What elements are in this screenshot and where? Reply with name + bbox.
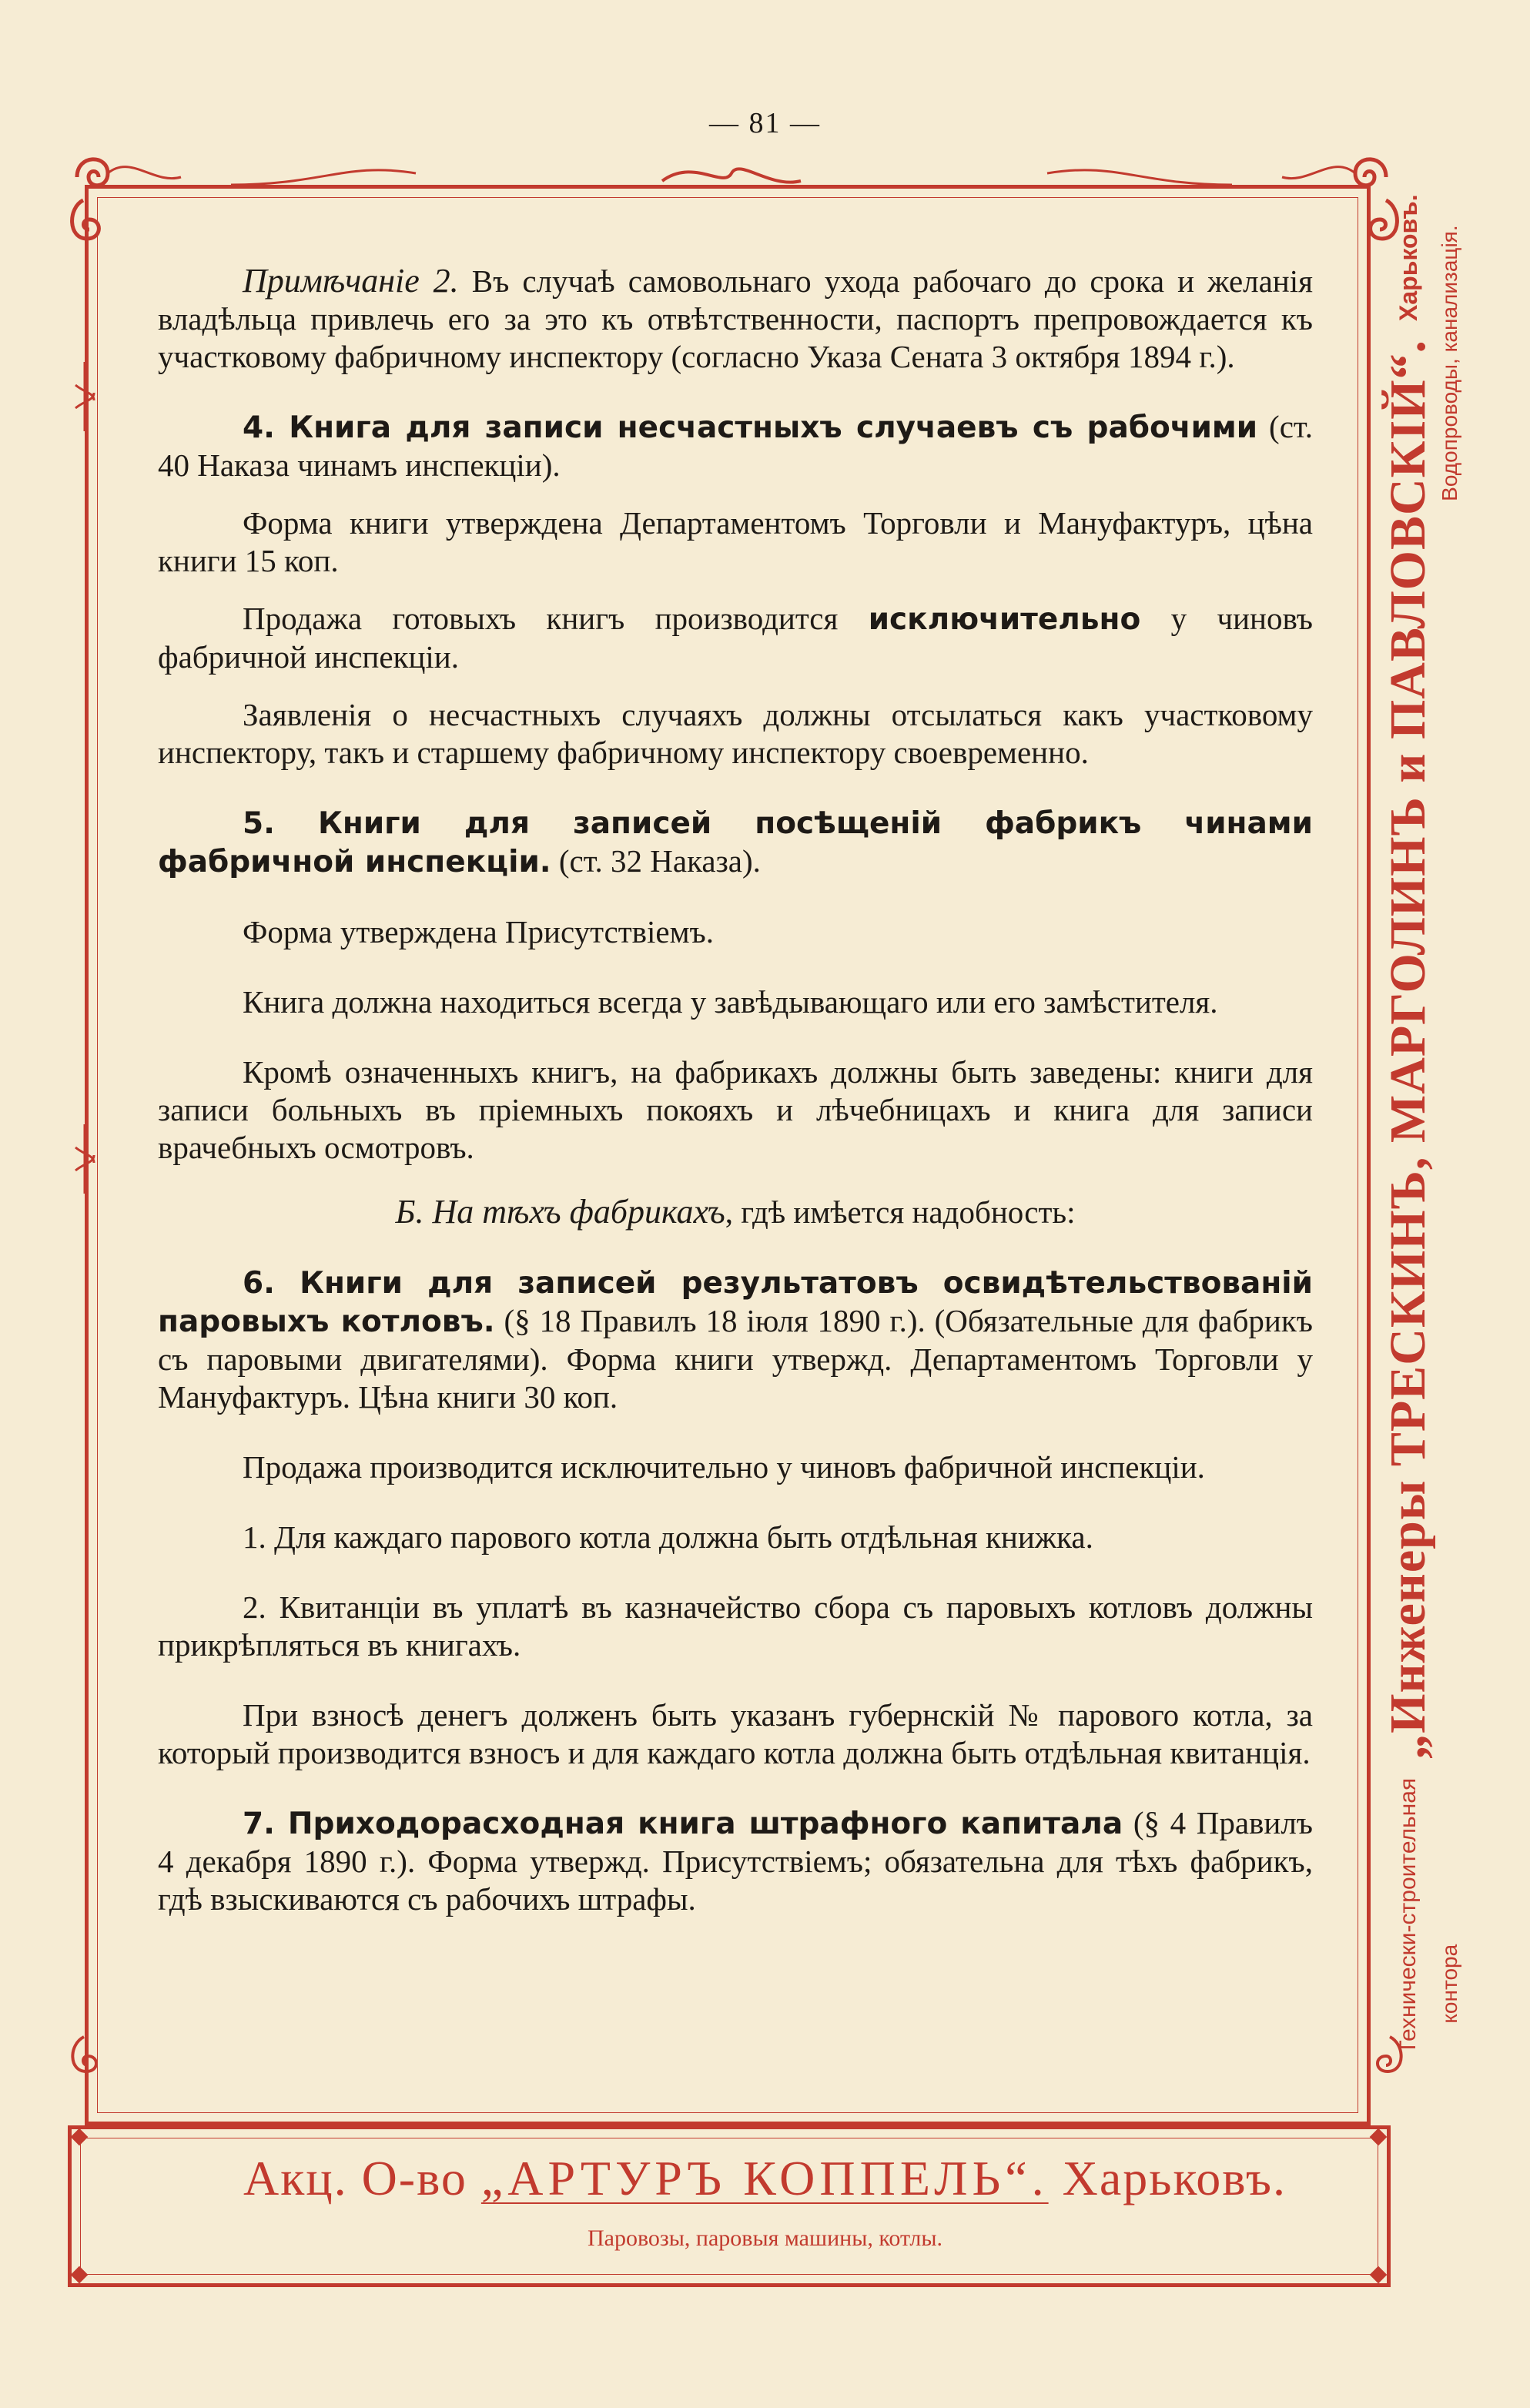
left-edge-ornament-1 [69,362,100,431]
side-ad-office-type: Технически-строительная [1395,1777,1421,2055]
section-4-heading: 4. Книга для записи несчастныхъ случаевъ съ рабочими (ст. 40 Наказа чинамъ инспекціи). [158,409,1313,483]
note-2-label: Примѣчаніе 2. [243,262,459,300]
section-6-paragraph-3: 2. Квитанціи въ уплатѣ въ казначейство сбора съ паровыхъ котловъ должны прикрѣпляться въ книгахъ. [158,1589,1313,1663]
side-ad-main-line [1379,194,1438,2054]
section-5-heading: 5. Книги для записей посѣщеній фабрикъ чинами фабричной инспекціи. (ст. 32 Наказа). [158,806,1313,879]
side-ad-second-line [1438,194,1462,2054]
main-text [158,262,1313,1918]
left-edge-ornament-3 [65,2033,103,2087]
section-5-paragraph-3: Кромѣ означенныхъ книгъ, на фабрикахъ должны быть заведены: книги для записи больныхъ въ пріемныхъ покояхъ и лѣчебницахъ и книга для записи врачебныхъ осмотровъ. [158,1054,1313,1165]
section-6-paragraph-2: 1. Для каждаго парового котла должна быть отдѣльная книжка. [243,1519,1093,1555]
section-4-paragraph-3: Заявленія о несчастныхъ случаяхъ должны отсылаться какъ участковому инспектору, такъ и старшему фабричному инспектору своевременно. [158,697,1313,770]
section-7-heading: 7. Приходорасходная книга штрафного капитала (§ 4 Правилъ 4 декабря 1890 г.). Форма утвержд. Присутствіемъ; обязательна для тѣхъ фабрикъ, гдѣ взыскиваются съ рабочихъ штрафы. [158,1805,1314,1917]
bottom-ad-subtitle: Паровозы, паровыя машины, котлы. [587,2225,943,2251]
bottom-ad-title: Акц. О-во „АРТУРЪ КОППЕЛЬ“. Харьковъ. [243,2151,1287,2205]
left-swirl-ornament [60,193,106,262]
page-number: — 81 — [709,107,821,139]
section-5-paragraph-1: Форма утверждена Присутствіемъ. [243,914,714,949]
part-b-heading: Б. На тѣхъ фабрикахъ, гдѣ имѣется надобность: [395,1193,1076,1231]
note-2-paragraph: Примѣчаніе 2. Въ случаѣ самовольнаго ухода рабочаго до срока и желанія владѣльца привлечь его за это къ отвѣтственности, паспортъ препровождается къ участковому фабричному инспектору (согласно Указа Сената 3 октября 1894 г.). [158,262,1313,374]
section-6-paragraph-1: Продажа производится исключительно у чиновъ фабричной инспекціи. [243,1449,1205,1485]
side-advertisement [1379,194,1462,2054]
section-4-paragraph-1: Форма книги утверждена Департаментомъ Торговли и Мануфактуръ, цѣна книги 15 коп. [158,505,1313,578]
side-ad-services: Водопроводы, канализація. [1438,225,1461,501]
side-ad-office-type-2: контора [1438,1944,1461,2024]
section-6-paragraph-4: При взносѣ денегъ долженъ быть указанъ губернскій № парового котла, за который производится взносъ и для каждаго котла должна быть отдѣльная квитанція. [158,1697,1313,1770]
section-4-paragraph-2: Продажа готовыхъ книгъ производится исключительно у чиновъ фабричной инспекціи. [158,601,1313,675]
side-ad-company-name: „Инженеры ТРЕСКИНЪ, МАРГОЛИНЪ и ПАВЛОВСКІЙ“. [1380,339,1436,1760]
section-6-heading: 6. Книги для записей результатовъ освидѣтельствованій паровыхъ котловъ. (§ 18 Правилъ 18 іюля 1890 г.). (Обязательные для фабрикъ съ паровыми двигателями). Форма книги утвержд. Департаментомъ Торговли у Мануфактуръ. Цѣна книги 30 коп. [158,1266,1313,1415]
bottom-ad-brand: „АРТУРЪ КОППЕЛЬ“. [480,2151,1049,2205]
section-5-paragraph-2: Книга должна находиться всегда у завѣдывающаго или его замѣстителя. [243,984,1218,1020]
side-ad-city: Харьковъ. [1394,194,1422,321]
left-edge-ornament-2 [69,1124,100,1194]
top-center-flourish-ornament [231,150,1232,196]
